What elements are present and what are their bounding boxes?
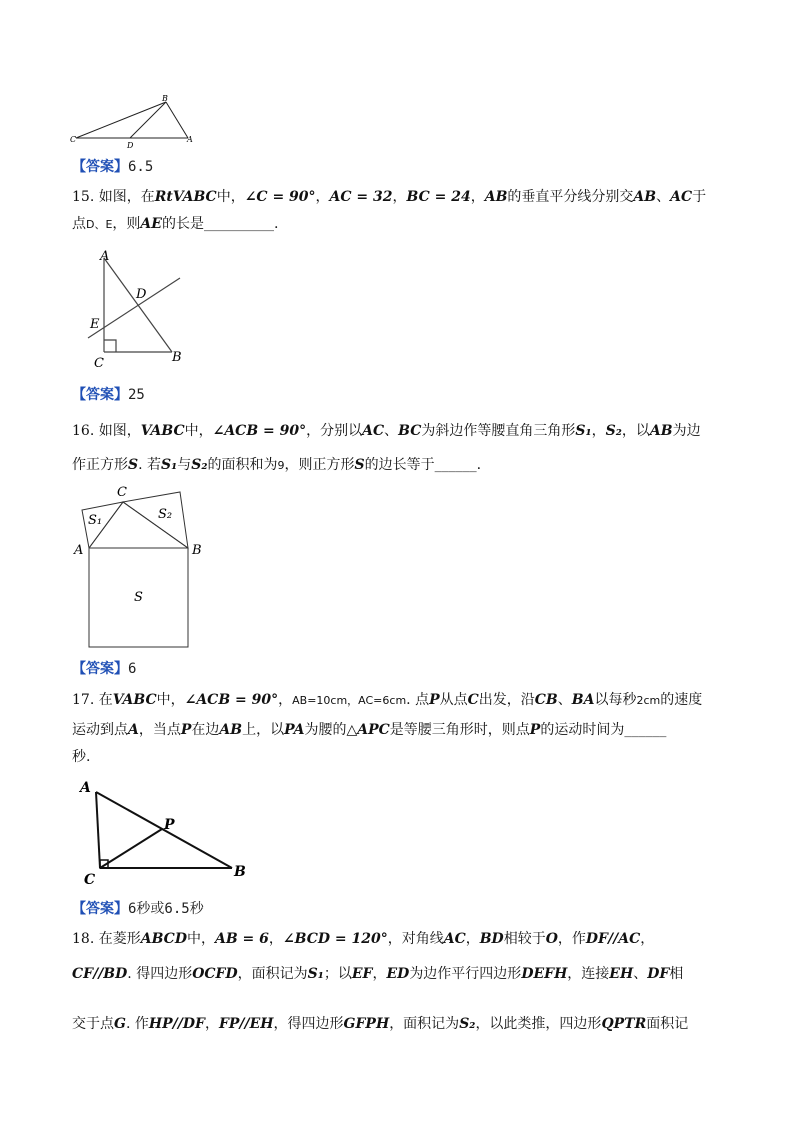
answer-14	[72, 157, 153, 177]
answer-15	[72, 385, 145, 405]
math: GFPH	[343, 1016, 390, 1032]
answer-value: 25	[128, 387, 145, 403]
q17-line-3	[72, 747, 90, 767]
math: DF	[647, 966, 670, 982]
answer-value: 6秒或6.5秒	[128, 901, 204, 917]
text: 与	[177, 457, 192, 473]
text: ，	[591, 423, 606, 439]
text: ，	[470, 189, 485, 205]
q15-number: 15.	[72, 189, 95, 205]
math: P	[429, 692, 440, 708]
fig15-label-a: A	[100, 249, 110, 264]
math: BA	[571, 692, 595, 708]
fig16-label-b: B	[192, 543, 202, 558]
math: S₁	[161, 457, 178, 473]
q17-number: 17.	[72, 692, 95, 708]
math: O	[545, 931, 558, 947]
math: △APC	[346, 722, 390, 738]
text: ，	[278, 692, 293, 708]
q15-line-2	[72, 214, 278, 235]
text: 如图，在	[98, 189, 155, 205]
math: RtVABC	[154, 189, 217, 205]
text: 相较于	[503, 931, 546, 947]
math: AB	[484, 189, 508, 205]
math: AB	[219, 722, 243, 738]
text: 点	[72, 216, 86, 232]
math: AB	[649, 423, 673, 439]
text: D、E	[86, 218, 113, 231]
math: S₂	[459, 1016, 476, 1032]
answer-tag: 【答案】	[72, 661, 128, 677]
text: 为腰的	[304, 722, 347, 738]
text: ，以	[621, 423, 650, 439]
math: ∠ACB = 90°	[184, 692, 279, 708]
math: S	[128, 457, 139, 473]
text: 9	[277, 459, 285, 472]
text: . 作	[125, 1016, 149, 1032]
text: 在边	[191, 722, 220, 738]
text: ，分别以	[306, 423, 363, 439]
text: 中，	[184, 423, 213, 439]
fig15-label-b: B	[172, 350, 182, 365]
math: DF//AC	[585, 931, 641, 947]
text: ，	[204, 1016, 219, 1032]
math: VABC	[140, 423, 185, 439]
text: 的速度	[660, 692, 703, 708]
math: AB	[633, 189, 657, 205]
text: 交于点	[72, 1016, 114, 1032]
math: OCFD	[192, 966, 238, 982]
answer-blank: __________	[203, 216, 274, 232]
math: AC	[443, 931, 466, 947]
math: ∠BCD = 120°	[282, 931, 388, 947]
text: 作正方形	[72, 457, 128, 473]
q18-line-3	[72, 1014, 688, 1034]
fig15-label-c: C	[94, 356, 104, 370]
math: A	[128, 722, 139, 738]
answer-blank: ______	[434, 457, 477, 473]
fig16-label-s: S	[134, 590, 143, 605]
q17-line-2	[72, 720, 666, 740]
text: ，则	[112, 216, 141, 232]
text: 如图，	[98, 423, 141, 439]
text: 、	[384, 423, 399, 439]
math: P	[529, 722, 541, 738]
text: ，	[465, 931, 480, 947]
fig14-label-a: A	[187, 135, 193, 144]
q18-line-2	[72, 964, 683, 984]
math: ∠C = 90°	[244, 189, 316, 205]
math: AC	[670, 189, 693, 205]
fig14-label-c: C	[70, 135, 77, 144]
answer-tag: 【答案】	[72, 901, 128, 917]
q16-line-2	[72, 455, 481, 476]
math: DEFH	[521, 966, 568, 982]
math: CF//BD	[72, 966, 128, 982]
math: ∠ACB = 90°	[212, 423, 307, 439]
text: 在菱形	[98, 931, 141, 947]
math: S₂	[605, 423, 622, 439]
text: 、	[557, 692, 572, 708]
text: ，	[640, 931, 655, 947]
math: VABC	[112, 692, 157, 708]
math: HP//DF	[148, 1016, 205, 1032]
math: CB	[534, 692, 558, 708]
fig16-label-c: C	[117, 485, 127, 500]
fig14-label-d: D	[127, 141, 134, 150]
math: G	[114, 1016, 126, 1032]
text: .	[476, 457, 482, 473]
math: S₁	[307, 966, 324, 982]
fig16-label-s2: S₂	[158, 507, 173, 522]
fig17-label-a: A	[80, 780, 91, 796]
text: ，面积记为	[389, 1016, 460, 1032]
answer-17	[72, 899, 204, 919]
text: 的长是	[161, 216, 204, 232]
answer-tag: 【答案】	[72, 159, 128, 175]
text: ，	[392, 189, 407, 205]
answer-value: 6.5	[128, 159, 154, 175]
math: AB = 6	[214, 931, 269, 947]
q18-line-1	[72, 929, 654, 949]
text: 相	[669, 966, 684, 982]
answer-16	[72, 659, 136, 679]
math: EH	[609, 966, 634, 982]
text: 面积记	[646, 1016, 689, 1032]
math: BC	[398, 423, 422, 439]
math: BD	[479, 931, 504, 947]
text: ，得四边形	[273, 1016, 344, 1032]
math: ED	[386, 966, 410, 982]
text: 为边作平行四边形	[409, 966, 522, 982]
math: FP//EH	[218, 1016, 274, 1032]
text: 中，	[186, 931, 215, 947]
text: ，作	[557, 931, 586, 947]
answer-blank: ______	[624, 722, 667, 738]
math: ABCD	[140, 931, 187, 947]
q18-number: 18.	[72, 931, 95, 947]
math: QPTR	[601, 1016, 647, 1032]
text: ，对角线	[387, 931, 444, 947]
text: 以每秒	[594, 692, 637, 708]
math: AC = 32	[329, 189, 393, 205]
text: 是等腰三角形时，则点	[389, 722, 530, 738]
fig17-label-p: P	[164, 817, 175, 833]
text: 为斜边作等腰直角三角形	[421, 423, 576, 439]
text: ，	[315, 189, 330, 205]
text: ，面积记为	[237, 966, 308, 982]
text: ，当点	[138, 722, 181, 738]
answer-value: 6	[128, 661, 137, 677]
text: 2cm	[636, 694, 661, 707]
text: 中，	[216, 189, 245, 205]
text: 上，以	[242, 722, 285, 738]
math: BC = 24	[406, 189, 471, 205]
text: 于	[692, 189, 707, 205]
text: 中，	[156, 692, 185, 708]
text: 在	[98, 692, 113, 708]
q17-line-1	[72, 690, 702, 711]
text: . 点	[406, 692, 430, 708]
text: . 若	[138, 457, 162, 473]
math: AE	[140, 216, 162, 232]
text: 的运动时间为	[540, 722, 625, 738]
text: .	[273, 216, 279, 232]
text: 运动到点	[72, 722, 128, 738]
math: P	[180, 722, 192, 738]
text: 、	[633, 966, 648, 982]
text: 的边长等于	[364, 457, 435, 473]
fig16-label-s1: S₁	[88, 513, 103, 528]
text: . 得四边形	[127, 966, 193, 982]
math: S	[354, 457, 365, 473]
text: ，则正方形	[284, 457, 355, 473]
text: ，以此类推，四边形	[475, 1016, 602, 1032]
figure-17	[76, 776, 256, 888]
math: EF	[351, 966, 373, 982]
fig17-label-b: B	[234, 864, 246, 880]
figure-16	[70, 480, 210, 652]
figure-15	[86, 246, 196, 370]
math: S₁	[575, 423, 592, 439]
fig15-label-d: D	[136, 287, 147, 302]
text: 、	[656, 189, 671, 205]
fig15-label-e: E	[90, 317, 100, 332]
fig17-label-c: C	[84, 872, 96, 888]
text: 为边	[672, 423, 701, 439]
text: 的垂直平分线分别交	[507, 189, 634, 205]
answer-tag: 【答案】	[72, 387, 128, 403]
math: AC	[362, 423, 385, 439]
figure-14	[70, 94, 200, 150]
math: PA	[284, 722, 305, 738]
text: 出发，沿	[478, 692, 535, 708]
text: ，	[372, 966, 387, 982]
math: C	[467, 692, 479, 708]
text: AB=10cm，AC=6cm	[292, 694, 407, 707]
text: 从点	[439, 692, 468, 708]
text: 秒.	[72, 749, 91, 765]
text: ；以	[323, 966, 352, 982]
q16-line-1	[72, 421, 701, 441]
q15-line-1	[72, 187, 706, 207]
math: S₂	[191, 457, 208, 473]
fig14-label-b: B	[162, 94, 168, 103]
fig16-label-a: A	[74, 543, 84, 558]
q16-number: 16.	[72, 423, 95, 439]
text: ，	[268, 931, 283, 947]
text: 的面积和为	[207, 457, 278, 473]
text: ，连接	[567, 966, 610, 982]
